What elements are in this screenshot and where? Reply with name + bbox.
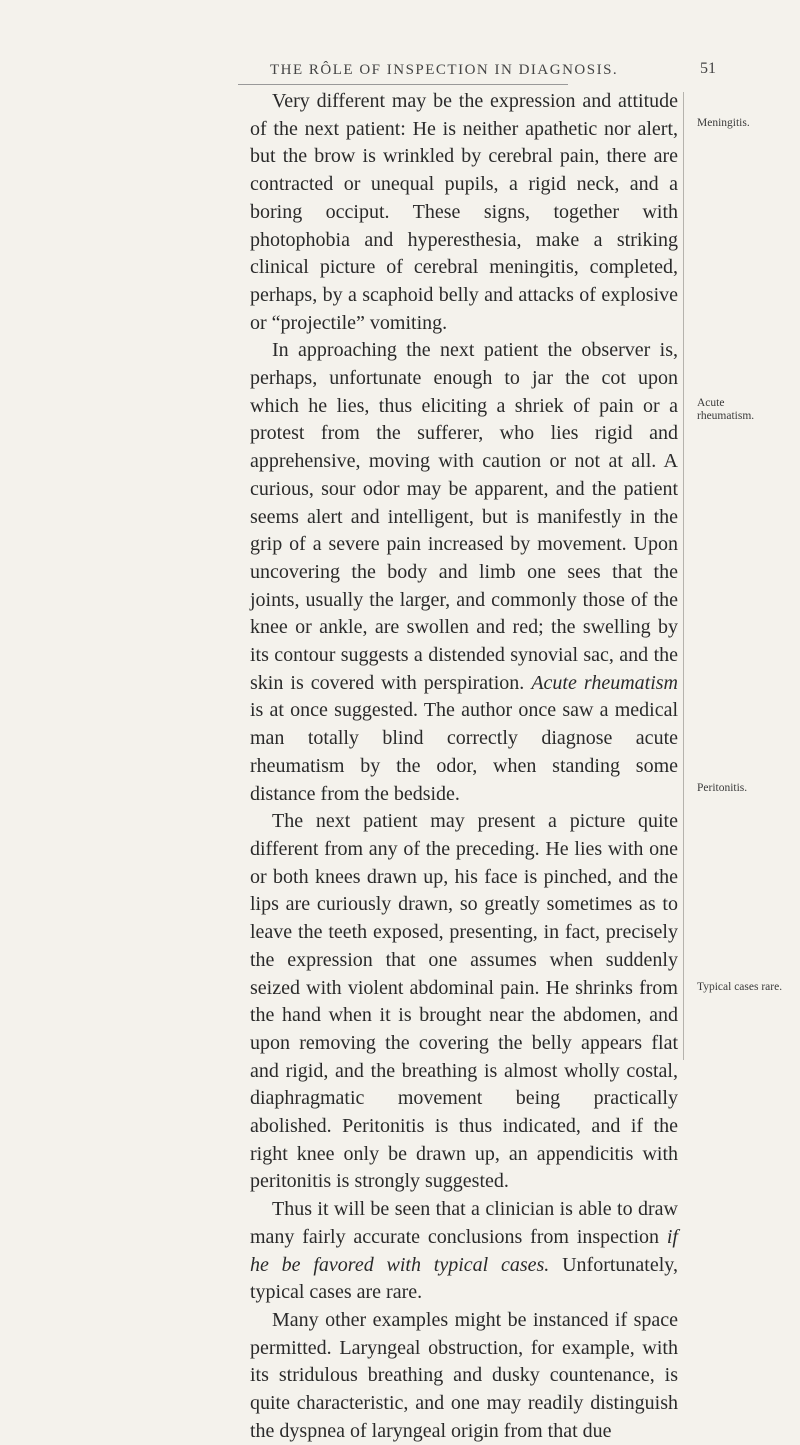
header-rule xyxy=(238,84,568,85)
paragraph-typical-cases xyxy=(250,1196,678,1307)
paragraph-text: Thus it will be seen that a clinician is able to draw many fairly accurate conclusions from inspection xyxy=(250,1198,678,1248)
running-head: THE RÔLE OF INSPECTION IN DIAGNOSIS. xyxy=(270,62,619,78)
sidenote-peritonitis: Peritonitis. xyxy=(697,782,748,794)
paragraph-text: Unfortunately, typical cases are rare. xyxy=(250,1253,679,1304)
sidenote-typical-cases: Typical cases rare. xyxy=(697,981,783,993)
italic-term: Acute rheumatism xyxy=(531,671,678,694)
paragraph-peritonitis: The next patient may present a picture quite different from any of the preceding. He lies with one or both knees drawn up, his face is pinched, and the lips are curiously drawn, so greatly sometimes as to leave the teeth exposed, presenting, in fact, precisely the expression that one assumes when suddenly seized with violent abdominal pain. He shrinks from the hand when it is brought near the abdomen, and upon removing the covering the belly appears flat and rigid, and the breathing is almost wholly costal, diaphragmatic movement being practically abolished. Peritonitis is thus indicated, and if the right knee only be drawn up, an appendicitis with peritonitis is strongly suggested. xyxy=(250,810,678,1193)
paragraph-text: is at once suggested. The author once saw a medical man totally blind correctly diagnose acute rheumatism by the odor, when standing some distance from the bedside. xyxy=(250,699,678,805)
margin-rule xyxy=(683,92,684,1060)
paragraph-text: In approaching the next patient the observer is, perhaps, unfortunate enough to jar the cot upon which he lies, thus eliciting a shriek of pain or a protest from the sufferer, who lies rigid and apprehensive, moving with caution or not at all. A curious, sour odor may be apparent, and the patient seems alert and intelligent, but is manifestly in the grip of a severe pain increased by movement. Upon uncovering the body and limb one sees that the joints, usually the larger, and commonly those of the knee or ankle, are swollen and red; the swelling by its contour suggests a distended synovial sac, and the skin is covered with perspiration. xyxy=(250,339,678,694)
paragraph-laryngeal: Many other examples might be instanced if space permitted. Laryngeal obstruction, for example, with its stridulous breathing and dusky countenance, is quite characteristic, and one may readily distinguish the dyspnea of laryngeal origin from that due xyxy=(250,1308,678,1442)
italic-phrase: if he be favored with typical cases. xyxy=(250,1225,678,1276)
sidenote-meningitis: Meningitis. xyxy=(697,117,750,129)
paragraph-rheumatism xyxy=(250,337,678,808)
body-text xyxy=(250,88,678,1445)
paragraph-meningitis: Very different may be the expression and attitude of the next patient: He is neither apathetic nor alert, but the brow is wrinkled by cerebral pain, there are contracted or unequal pupils, a rigid neck, and a boring occiput. These signs, together with photophobia and hyperesthesia, make a striking clinical picture of cerebral meningitis, completed, perhaps, by a scaphoid belly and attacks of explosive or “projectile” vomiting. xyxy=(250,90,678,334)
page-number: 51 xyxy=(700,60,716,77)
sidenote-acute-rheumatism: Acute rheumatism. xyxy=(697,397,755,422)
